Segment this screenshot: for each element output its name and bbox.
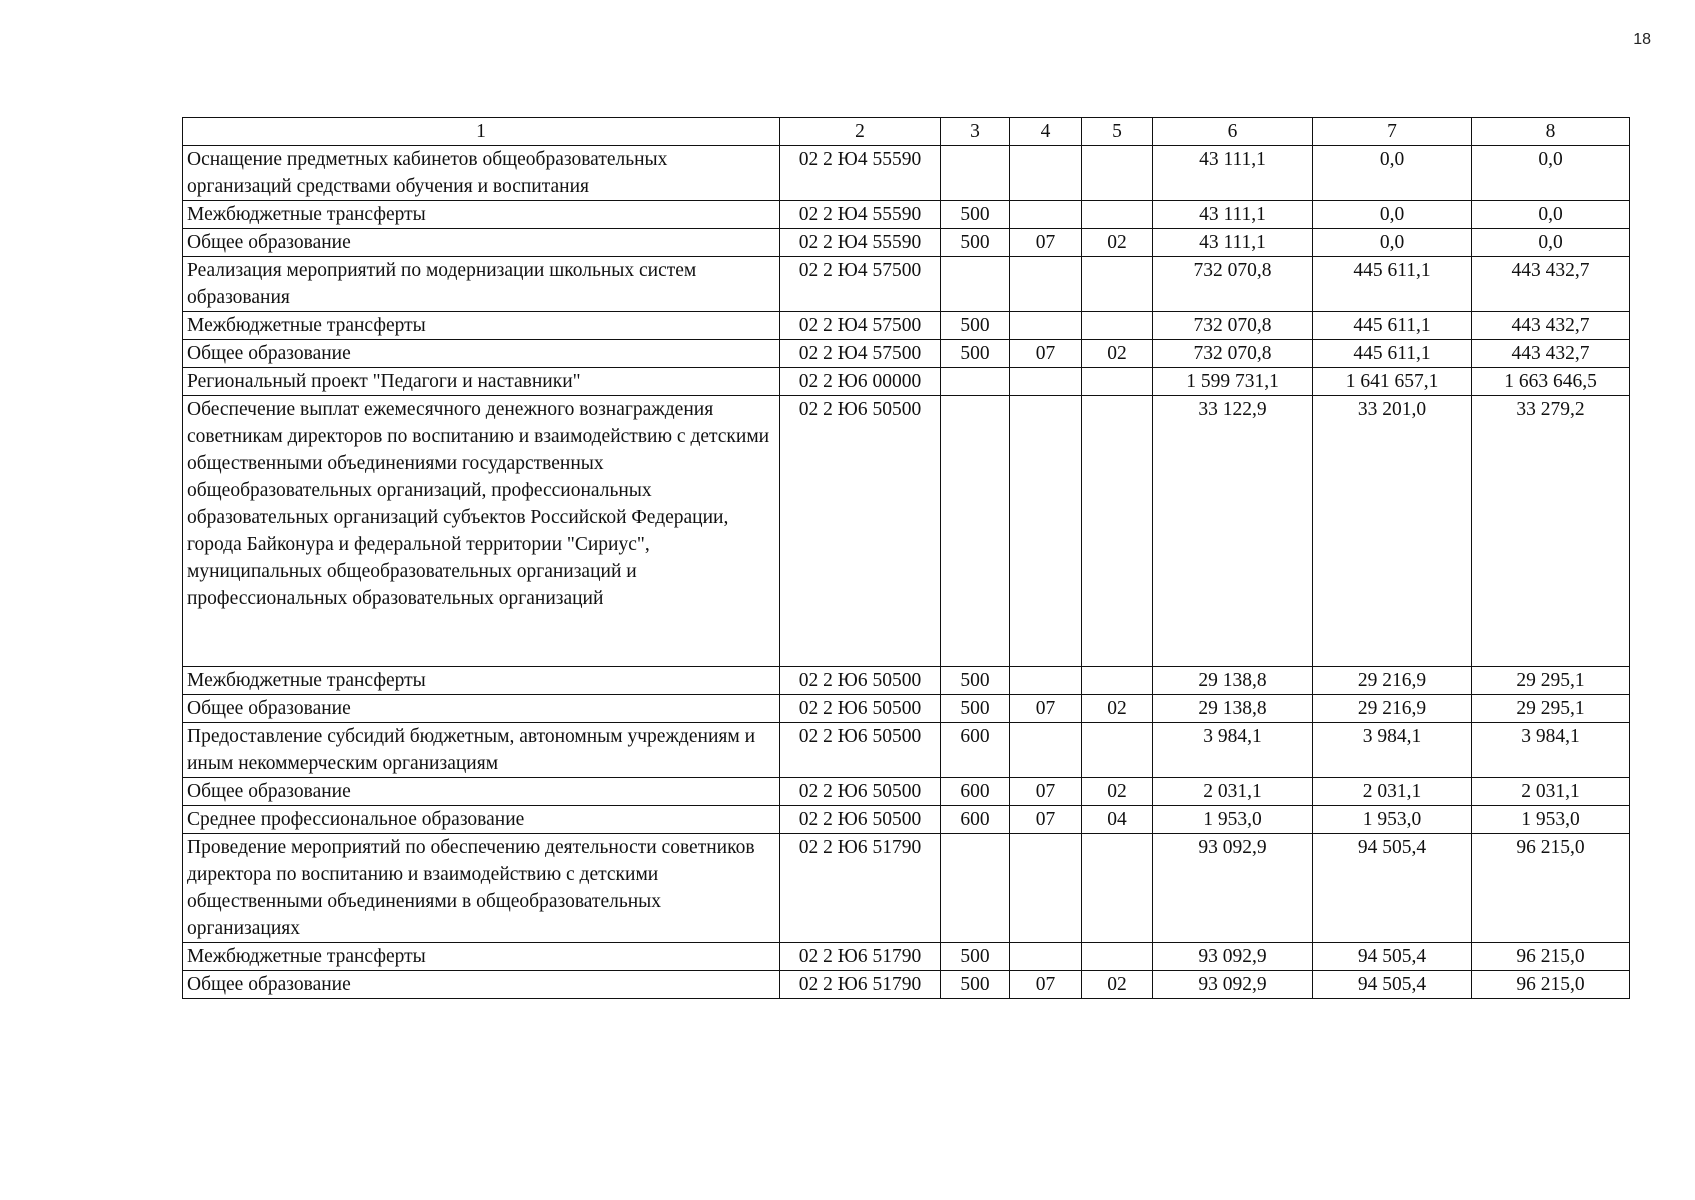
table-row	[183, 368, 1630, 396]
amount-col-6: 93 092,9	[1153, 943, 1313, 971]
budget-code: 02 2 Ю6 50500	[780, 396, 941, 667]
amount-col-6: 43 111,1	[1153, 229, 1313, 257]
item-name: Общее образование	[183, 229, 780, 257]
budget-code: 02 2 Ю6 50500	[780, 695, 941, 723]
amount-col-7: 445 611,1	[1313, 312, 1472, 340]
section	[1010, 368, 1082, 396]
budget-code: 02 2 Ю4 57500	[780, 340, 941, 368]
amount-col-6: 732 070,8	[1153, 257, 1313, 312]
item-name: Проведение мероприятий по обеспечению деятельности советников директора по воспитанию и взаимодействию с детскими общественными объединениями в общеобразовательных организациях	[183, 834, 780, 943]
amount-col-7: 3 984,1	[1313, 723, 1472, 778]
section	[1010, 834, 1082, 943]
expense-type	[941, 834, 1010, 943]
section: 07	[1010, 695, 1082, 723]
amount-col-8: 0,0	[1472, 229, 1630, 257]
amount-col-8: 443 432,7	[1472, 257, 1630, 312]
expense-type: 500	[941, 312, 1010, 340]
amount-col-8: 33 279,2	[1472, 396, 1630, 667]
amount-col-7: 29 216,9	[1313, 667, 1472, 695]
expense-type: 500	[941, 667, 1010, 695]
table-row	[183, 312, 1630, 340]
table-row	[183, 778, 1630, 806]
section	[1010, 146, 1082, 201]
table-row	[183, 971, 1630, 999]
budget-code: 02 2 Ю6 00000	[780, 368, 941, 396]
amount-col-6: 43 111,1	[1153, 201, 1313, 229]
budget-code: 02 2 Ю4 55590	[780, 146, 941, 201]
item-name: Общее образование	[183, 340, 780, 368]
table-row	[183, 667, 1630, 695]
subsection	[1082, 396, 1153, 667]
amount-col-6: 732 070,8	[1153, 312, 1313, 340]
expense-type: 500	[941, 971, 1010, 999]
subsection: 02	[1082, 695, 1153, 723]
section	[1010, 312, 1082, 340]
section: 07	[1010, 340, 1082, 368]
amount-col-8: 96 215,0	[1472, 834, 1630, 943]
section: 07	[1010, 229, 1082, 257]
table-row	[183, 201, 1630, 229]
expense-type: 500	[941, 201, 1010, 229]
item-name: Межбюджетные трансферты	[183, 943, 780, 971]
amount-col-6: 93 092,9	[1153, 971, 1313, 999]
amount-col-8: 0,0	[1472, 146, 1630, 201]
subsection	[1082, 943, 1153, 971]
budget-code: 02 2 Ю6 50500	[780, 667, 941, 695]
amount-col-7: 2 031,1	[1313, 778, 1472, 806]
expense-type: 500	[941, 229, 1010, 257]
budget-code: 02 2 Ю6 50500	[780, 778, 941, 806]
budget-code: 02 2 Ю6 50500	[780, 723, 941, 778]
subsection: 02	[1082, 340, 1153, 368]
item-name: Общее образование	[183, 778, 780, 806]
table-row	[183, 723, 1630, 778]
subsection	[1082, 146, 1153, 201]
amount-col-6: 29 138,8	[1153, 667, 1313, 695]
budget-code: 02 2 Ю4 55590	[780, 229, 941, 257]
budget-code: 02 2 Ю6 51790	[780, 943, 941, 971]
amount-col-8: 1 663 646,5	[1472, 368, 1630, 396]
budget-code: 02 2 Ю6 51790	[780, 834, 941, 943]
amount-col-8: 96 215,0	[1472, 943, 1630, 971]
amount-col-6: 29 138,8	[1153, 695, 1313, 723]
expense-type: 500	[941, 695, 1010, 723]
item-name: Общее образование	[183, 695, 780, 723]
column-header: 1	[183, 118, 780, 146]
amount-col-7: 94 505,4	[1313, 971, 1472, 999]
column-header: 8	[1472, 118, 1630, 146]
budget-code: 02 2 Ю4 57500	[780, 257, 941, 312]
table-row	[183, 943, 1630, 971]
column-header: 4	[1010, 118, 1082, 146]
table-row	[183, 806, 1630, 834]
header-row	[183, 118, 1630, 146]
amount-col-8: 2 031,1	[1472, 778, 1630, 806]
amount-col-7: 29 216,9	[1313, 695, 1472, 723]
column-header: 6	[1153, 118, 1313, 146]
column-header: 7	[1313, 118, 1472, 146]
amount-col-8: 0,0	[1472, 201, 1630, 229]
expense-type	[941, 257, 1010, 312]
section	[1010, 943, 1082, 971]
table-row	[183, 257, 1630, 312]
amount-col-7: 94 505,4	[1313, 834, 1472, 943]
subsection	[1082, 667, 1153, 695]
section: 07	[1010, 806, 1082, 834]
item-name: Общее образование	[183, 971, 780, 999]
item-name: Региональный проект "Педагоги и наставники"	[183, 368, 780, 396]
amount-col-6: 1 599 731,1	[1153, 368, 1313, 396]
item-name: Обеспечение выплат ежемесячного денежного вознаграждения советникам директоров по воспитанию и взаимодействию с детскими общественными объединениями государственных общеобразовательных организаций, профессиональных образовательных организаций субъектов Российской Федерации, города Байконура и федеральной территории "Сириус", муниципальных общеобразовательных организаций и профессиональных образовательных организаций	[183, 396, 780, 667]
subsection	[1082, 368, 1153, 396]
subsection	[1082, 834, 1153, 943]
section	[1010, 201, 1082, 229]
subsection: 02	[1082, 229, 1153, 257]
item-name: Межбюджетные трансферты	[183, 312, 780, 340]
amount-col-7: 0,0	[1313, 229, 1472, 257]
section: 07	[1010, 971, 1082, 999]
column-header: 5	[1082, 118, 1153, 146]
amount-col-6: 1 953,0	[1153, 806, 1313, 834]
amount-col-6: 93 092,9	[1153, 834, 1313, 943]
amount-col-8: 29 295,1	[1472, 695, 1630, 723]
amount-col-7: 0,0	[1313, 201, 1472, 229]
amount-col-7: 1 953,0	[1313, 806, 1472, 834]
table-row	[183, 834, 1630, 943]
expense-type: 600	[941, 806, 1010, 834]
amount-col-7: 445 611,1	[1313, 257, 1472, 312]
table-row	[183, 146, 1630, 201]
amount-col-6: 33 122,9	[1153, 396, 1313, 667]
amount-col-8: 443 432,7	[1472, 312, 1630, 340]
expense-type	[941, 146, 1010, 201]
amount-col-6: 2 031,1	[1153, 778, 1313, 806]
section	[1010, 257, 1082, 312]
amount-col-7: 1 641 657,1	[1313, 368, 1472, 396]
subsection	[1082, 257, 1153, 312]
item-name: Межбюджетные трансферты	[183, 667, 780, 695]
expense-type: 600	[941, 778, 1010, 806]
amount-col-7: 33 201,0	[1313, 396, 1472, 667]
column-header: 3	[941, 118, 1010, 146]
budget-code: 02 2 Ю4 55590	[780, 201, 941, 229]
item-name: Оснащение предметных кабинетов общеобразовательных организаций средствами обучения и воспитания	[183, 146, 780, 201]
page-number: 18	[1633, 31, 1651, 48]
subsection: 02	[1082, 778, 1153, 806]
amount-col-6: 3 984,1	[1153, 723, 1313, 778]
column-header: 2	[780, 118, 941, 146]
budget-code: 02 2 Ю6 50500	[780, 806, 941, 834]
expense-type: 600	[941, 723, 1010, 778]
expense-type	[941, 396, 1010, 667]
table-row	[183, 340, 1630, 368]
subsection: 02	[1082, 971, 1153, 999]
expense-type: 500	[941, 340, 1010, 368]
budget-code: 02 2 Ю6 51790	[780, 971, 941, 999]
subsection	[1082, 723, 1153, 778]
item-name: Реализация мероприятий по модернизации школьных систем образования	[183, 257, 780, 312]
amount-col-8: 443 432,7	[1472, 340, 1630, 368]
expense-type	[941, 368, 1010, 396]
expense-type: 500	[941, 943, 1010, 971]
table-row	[183, 396, 1630, 667]
table-row	[183, 695, 1630, 723]
table-row	[183, 229, 1630, 257]
amount-col-7: 0,0	[1313, 146, 1472, 201]
section	[1010, 723, 1082, 778]
amount-col-8: 1 953,0	[1472, 806, 1630, 834]
subsection: 04	[1082, 806, 1153, 834]
amount-col-7: 94 505,4	[1313, 943, 1472, 971]
section: 07	[1010, 778, 1082, 806]
amount-col-8: 3 984,1	[1472, 723, 1630, 778]
amount-col-8: 96 215,0	[1472, 971, 1630, 999]
amount-col-6: 732 070,8	[1153, 340, 1313, 368]
section	[1010, 396, 1082, 667]
amount-col-6: 43 111,1	[1153, 146, 1313, 201]
budget-table	[182, 117, 1630, 999]
amount-col-8: 29 295,1	[1472, 667, 1630, 695]
subsection	[1082, 312, 1153, 340]
item-name: Среднее профессиональное образование	[183, 806, 780, 834]
section	[1010, 667, 1082, 695]
item-name: Предоставление субсидий бюджетным, автономным учреждениям и иным некоммерческим организациям	[183, 723, 780, 778]
item-name: Межбюджетные трансферты	[183, 201, 780, 229]
budget-code: 02 2 Ю4 57500	[780, 312, 941, 340]
amount-col-7: 445 611,1	[1313, 340, 1472, 368]
subsection	[1082, 201, 1153, 229]
